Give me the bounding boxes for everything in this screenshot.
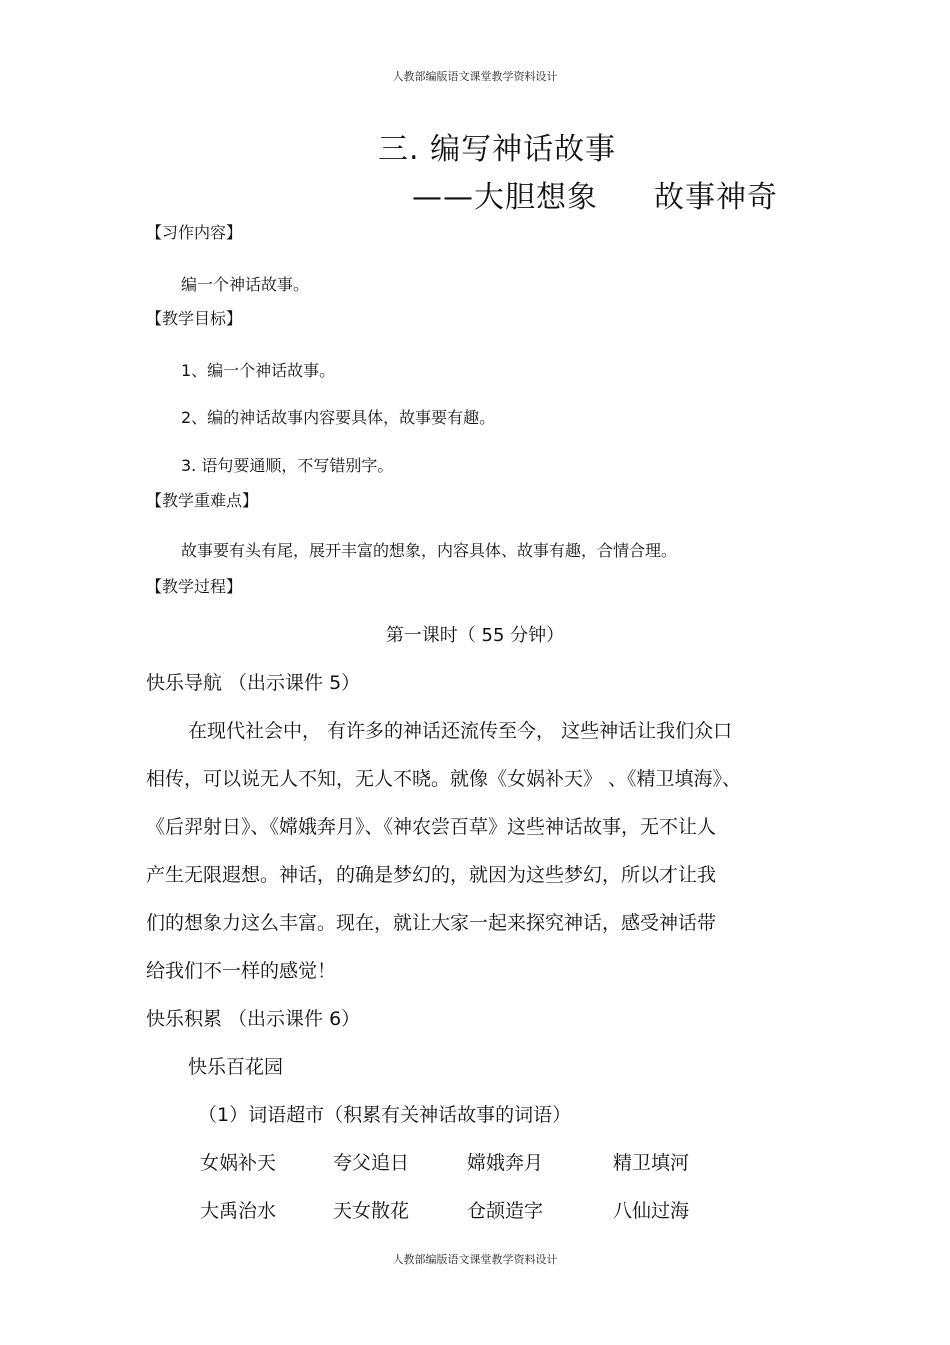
word-item: 八仙过海 [613,1200,690,1222]
garden-heading: 快乐百花园 [188,1056,284,1078]
paragraph-line: 给我们不一样的感觉！ [146,960,337,982]
word-item: 精卫填河 [613,1152,690,1174]
word-item: 女娲补天 [200,1152,277,1174]
process-heading: 【教学过程】 [146,577,243,596]
paragraph-line: 们的想象力这么丰富。现在，就让大家一起来探究神话，感受神话带 [146,912,717,934]
difficulty-heading: 【教学重难点】 [146,491,259,510]
nav-heading: 快乐导航 （出示课件 5） [146,672,361,694]
paragraph-line: 相传，可以说无人不知，无人不晓。就像《女娲补天》 、《精卫填海》、 [146,768,742,790]
word-item: 夸父追日 [333,1152,410,1174]
page-header: 人教部编版语文课堂教学资料设计 [392,70,558,83]
word-item: 大禹治水 [200,1200,277,1222]
paragraph-line: 《后羿射日》、《嫦娥奔月》、《神农尝百草》这些神话故事，无不让人 [146,816,717,838]
content-heading: 【习作内容】 [146,223,243,242]
paragraph-line: 在现代社会中， 有许多的神话还流传至今， 这些神话让我们众口 [188,720,733,742]
paragraph-line: 产生无限遐想。神话，的确是梦幻的，就因为这些梦幻，所以才让我 [146,864,717,886]
subtitle-prefix: ——大胆想象 [412,180,598,215]
document-subtitle [412,172,778,216]
content-text: 编一个神话故事。 [181,275,310,294]
difficulty-text: 故事要有头有尾，展开丰富的想象，内容具体、故事有趣，合情合理。 [181,541,678,560]
page-footer: 人教部编版语文课堂教学资料设计 [392,1253,558,1266]
word-item: 嫦娥奔月 [467,1152,544,1174]
word-market-heading: （1）词语超市（积累有关神话故事的词语） [198,1104,572,1126]
document-title: 三. 编写神话故事 [378,132,617,167]
subtitle-suffix: 故事神奇 [654,180,778,215]
goal-item: 3. 语句要通顺，不写错别字。 [181,456,394,475]
goal-item: 2、编的神话故事内容要具体，故事要有趣。 [181,408,496,427]
word-item: 天女散花 [333,1200,410,1222]
goal-item: 1、编一个神话故事。 [181,361,336,380]
lesson-period: 第一课时（ 55 分钟） [385,625,565,646]
accumulate-heading: 快乐积累 （出示课件 6） [146,1008,361,1030]
word-item: 仓颉造字 [467,1200,544,1222]
goals-heading: 【教学目标】 [146,309,243,328]
